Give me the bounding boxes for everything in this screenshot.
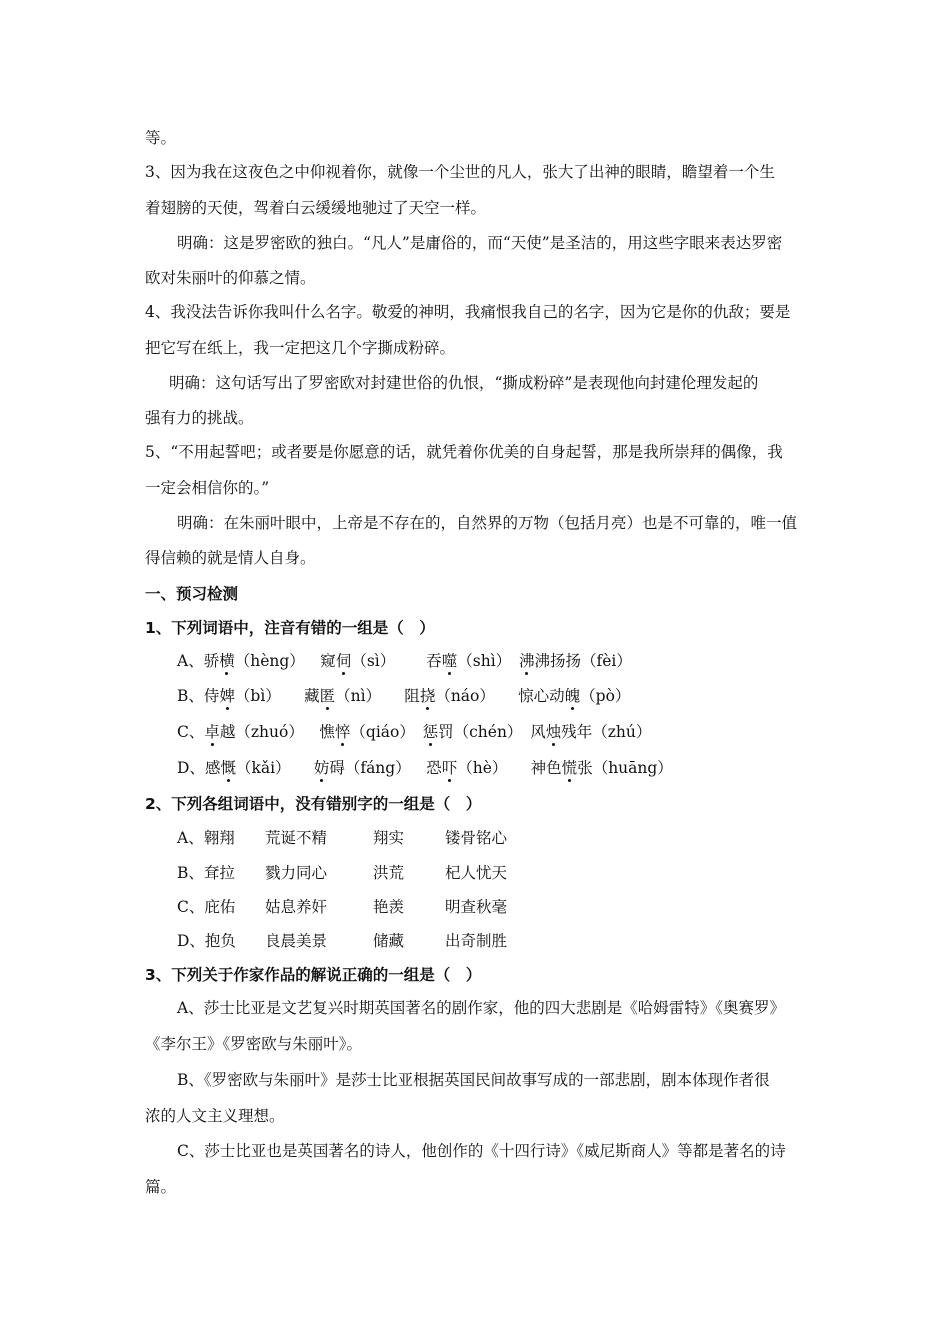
q3-option-b-line1: B、《罗密欧与朱丽叶》是莎士比亚根据英国民间故事写成的一部悲剧，剧本体现作者很 bbox=[177, 1071, 770, 1089]
dotted-char: 匿 bbox=[319, 687, 336, 705]
q2-option-a-word3: 翔实 bbox=[373, 829, 405, 847]
paragraph-line: 4、我没法告诉你我叫什么名字。敬爱的神明，我痛恨我自己的名字，因为它是你的仇敌；要是 bbox=[145, 303, 791, 321]
option-letter: B、 bbox=[177, 687, 204, 705]
option-text: 藏 bbox=[304, 687, 320, 705]
q2-option-b-word2: 戮力同心 bbox=[265, 864, 328, 882]
option-text: 阻 bbox=[404, 687, 420, 705]
answer-line: 强有力的挑战。 bbox=[145, 409, 254, 427]
q2-option-d-word3: 储藏 bbox=[373, 932, 405, 950]
q2-option-a-word2: 荒诞不精 bbox=[265, 829, 328, 847]
dotted-char: 横 bbox=[219, 652, 235, 670]
pinyin: （hèng） bbox=[234, 652, 305, 670]
q2-option-d-word4: 出奇制胜 bbox=[445, 932, 508, 950]
option-text: 侍 bbox=[203, 687, 220, 705]
q3-option-b-line2: 浓的人文主义理想。 bbox=[145, 1107, 285, 1125]
q2-option-c-word2: 姑息养奸 bbox=[265, 898, 328, 916]
answer-line: 欧对朱丽叶的仰慕之情。 bbox=[145, 269, 316, 287]
pinyin: （nì） bbox=[335, 687, 382, 705]
q2-option-a-word4: 镂骨铭心 bbox=[445, 829, 508, 847]
option-text: 张（huāng） bbox=[577, 759, 673, 777]
option-text: 沸扬扬（fèi） bbox=[534, 652, 632, 670]
pinyin: （kǎi） bbox=[235, 759, 291, 777]
option-text: 越（zhuó） bbox=[219, 723, 304, 741]
q1-option-b bbox=[177, 686, 630, 706]
dotted-char: 伺 bbox=[335, 652, 352, 670]
answer-line: 明确：在朱丽叶眼中，上帝是不存在的，自然界的万物（包括月亮）也是不可靠的，唯一值 bbox=[177, 514, 798, 532]
question-1-title: 1、下列词语中，注音有错的一组是（ ） bbox=[145, 619, 435, 637]
pinyin: （hè） bbox=[457, 759, 508, 777]
dotted-char: 卓 bbox=[204, 723, 220, 741]
dotted-char: 悴 bbox=[334, 723, 351, 741]
section-title: 一、预习检测 bbox=[145, 585, 239, 603]
q2-option-b-word3: 洪荒 bbox=[373, 864, 405, 882]
option-text: 恐 bbox=[426, 759, 442, 777]
dotted-char: 慌 bbox=[561, 759, 578, 777]
answer-line: 得信赖的就是情人自身。 bbox=[145, 549, 316, 567]
pinyin: （qiáo） bbox=[350, 723, 415, 741]
q2-option-d-word1: D、抱负 bbox=[177, 932, 236, 950]
option-text: 窥 bbox=[320, 652, 336, 670]
dotted-char: 吓 bbox=[441, 759, 458, 777]
question-3-title: 3、下列关于作家作品的解说正确的一组是（ ） bbox=[145, 966, 482, 984]
dotted-char: 魄 bbox=[564, 687, 581, 705]
q2-option-c-word3: 艳羡 bbox=[373, 898, 405, 916]
q1-option-a bbox=[177, 651, 632, 671]
option-text: 感 bbox=[204, 759, 221, 777]
pinyin: （bì） bbox=[234, 687, 281, 705]
option-text: 憔 bbox=[319, 723, 335, 741]
option-text: 神色 bbox=[530, 759, 562, 777]
dotted-char: 婢 bbox=[219, 687, 235, 705]
q1-option-c bbox=[177, 722, 651, 742]
dotted-char: 惩 bbox=[422, 723, 439, 741]
option-text: 吞 bbox=[426, 652, 442, 670]
dotted-char: 沸 bbox=[518, 652, 535, 670]
q2-option-c-word1: C、庇佑 bbox=[177, 898, 236, 916]
answer-line: 明确：这是罗密欧的独白。“凡人”是庸俗的，而“天使”是圣洁的，用这些字眼来表达罗密 bbox=[177, 234, 783, 252]
q2-option-a-word1: A、翱翔 bbox=[177, 829, 235, 847]
q1-option-d bbox=[177, 758, 673, 778]
option-text: 罚（chén） bbox=[438, 723, 523, 741]
dotted-char: 慨 bbox=[220, 759, 236, 777]
q3-option-c-line1: C、莎士比亚也是英国著名的诗人，他创作的《十四行诗》《威尼斯商人》等都是著名的诗 bbox=[177, 1142, 786, 1160]
paragraph-line: 等。 bbox=[145, 129, 177, 147]
q2-option-b-word1: B、耷拉 bbox=[177, 864, 235, 882]
paragraph-line: 着翅膀的天使，驾着白云缓缓地驰过了天空一样。 bbox=[145, 199, 487, 217]
option-letter: A、 bbox=[177, 652, 204, 670]
dotted-char: 挠 bbox=[419, 687, 436, 705]
paragraph-line: 一定会相信你的。” bbox=[145, 479, 270, 497]
pinyin: （sì） bbox=[351, 652, 396, 670]
dotted-char: 烛 bbox=[545, 723, 562, 741]
option-letter: D、 bbox=[177, 759, 205, 777]
dotted-char: 噬 bbox=[441, 652, 458, 670]
pinyin: （náo） bbox=[435, 687, 495, 705]
dotted-char: 妨 bbox=[313, 759, 330, 777]
q2-option-d-word2: 良晨美景 bbox=[265, 932, 328, 950]
q3-option-c-line2: 篇。 bbox=[145, 1178, 177, 1196]
answer-line: 明确：这句话写出了罗密欧对封建世俗的仇恨，“撕成粉碎”是表现他向封建伦理发起的 bbox=[169, 374, 759, 392]
q2-option-c-word4: 明查秋毫 bbox=[445, 898, 508, 916]
pinyin: （pò） bbox=[580, 687, 631, 705]
option-text: 碍（fáng） bbox=[329, 759, 411, 777]
option-text: 残年（zhú） bbox=[561, 723, 652, 741]
option-text: 骄 bbox=[203, 652, 220, 670]
option-text: 惊心动 bbox=[518, 687, 565, 705]
option-letter: C、 bbox=[177, 723, 205, 741]
question-2-title: 2、下列各组词语中，没有错别字的一组是（ ） bbox=[145, 795, 482, 813]
q3-option-a-line1: A、莎士比亚是文艺复兴时期英国著名的剧作家，他的四大悲剧是《哈姆雷特》《奥赛罗》 bbox=[177, 999, 785, 1017]
paragraph-line: 3、因为我在这夜色之中仰视着你，就像一个尘世的凡人，张大了出神的眼睛，瞻望着一个生 bbox=[145, 163, 775, 181]
pinyin: （shì） bbox=[457, 652, 512, 670]
paragraph-line: 把它写在纸上，我一定把这几个字撕成粉碎。 bbox=[145, 339, 456, 357]
option-text: 风 bbox=[530, 723, 546, 741]
q2-option-b-word4: 杞人忧天 bbox=[445, 864, 508, 882]
q3-option-a-line2: 《李尔王》《罗密欧与朱丽叶》。 bbox=[145, 1035, 363, 1053]
paragraph-line: 5、“不用起誓吧；或者要是你愿意的话，就凭着你优美的自身起誓，那是我所崇拜的偶像，我 bbox=[145, 443, 783, 461]
